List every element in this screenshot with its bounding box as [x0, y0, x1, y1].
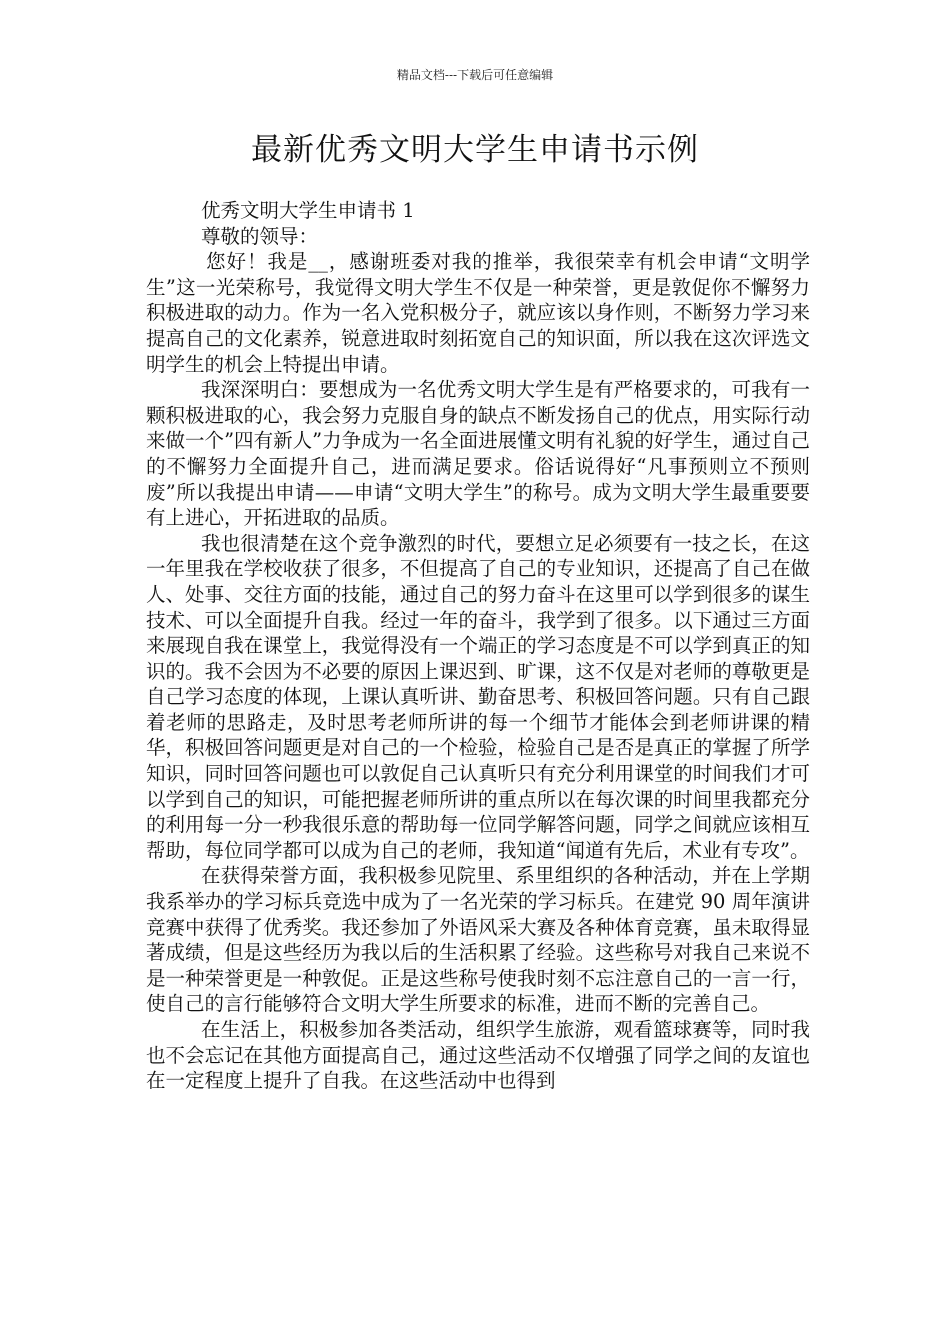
paragraph-1: 您好！我是__，感谢班委对我的推举，我很荣幸有机会申请“文明学生”这一光荣称号，我觉得文明大学生不仅是一种荣誉，更是敦促你不懈努力积极进取的动力。作为一名入党积极分子，就应该以身作则，不断努力学习来提高自己的文化素养，锐意进取时刻拓宽自己的知识面，所以我在这次评选文明学生的机会上特提出申请。: [146, 250, 810, 376]
document-title: 最新优秀文明大学生申请书示例: [251, 132, 699, 168]
paragraph-4: 在获得荣誉方面，我积极参见院里、系里组织的各种活动，并在上学期我系举办的学习标兵竞选中成为了一名光荣的学习标兵。在建党 90 周年演讲竞赛中获得了优秀奖。我还参加了外语风采大赛及各种体育竞赛，虽未取得显著成绩，但是这些经历为我以后的生活积累了经验。这些称号对我自己来说不是一种荣誉更是一种敦促。正是这些称号使我时刻不忘注意自己的一言一行，使自己的言行能够符合文明大学生所要求的标准，进而不断的完善自己。: [146, 864, 810, 1016]
document-subtitle: 优秀文明大学生申请书 1: [201, 199, 415, 222]
paragraph-3: 我也很清楚在这个竞争激烈的时代，要想立足必须要有一技之长，在这一年里我在学校收获了很多，不但提高了自己的专业知识，还提高了自己在做人、处事、交往方面的技能，通过自己的努力奋斗在这里可以学到很多的谋生技术、可以全面提升自我。经过一年的奋斗，我学到了很多。以下通过三方面来展现自我在课堂上，我觉得没有一个端正的学习态度是不可以学到真正的知识的。我不会因为不必要的原因上课迟到、旷课，这不仅是对老师的尊敬更是自己学习态度的体现，上课认真听讲、勤奋思考、积极回答问题。只有自己跟着老师的思路走，及时思考老师所讲的每一个细节才能体会到老师讲课的精华，积极回答问题更是对自己的一个检验，检验自己是否是真正的掌握了所学知识，同时回答问题也可以敦促自己认真听只有充分利用课堂的时间我们才可以学到自己的知识，可能把握老师所讲的重点所以在每次课的时间里我都充分的利用每一分一秒我很乐意的帮助每一位同学解答问题，同学之间就应该相互帮助，每位同学都可以成为自己的老师，我知道“闻道有先后，术业有专攻”。: [146, 531, 810, 862]
paragraph-2: 我深深明白：要想成为一名优秀文明大学生是有严格要求的，可我有一颗积极进取的心，我会努力克服自身的缺点不断发扬自己的优点，用实际行动来做一个”四有新人”力争成为一名全面进展懂文明有礼貌的好学生，通过自己的不懈努力全面提升自己，进而满足要求。俗话说得好“凡事预则立不预则废”所以我提出申请——申请“文明大学生”的称号。成为文明大学生最重要要有上进心，开拓进取的品质。: [146, 378, 810, 530]
document-body: [146, 198, 810, 1094]
paragraph-5: 在生活上，积极参加各类活动，组织学生旅游，观看篮球赛等，同时我也不会忘记在其他方面提高自己，通过这些活动不仅增强了同学之间的友谊也在一定程度上提升了自我。在这些活动中也得到: [146, 1018, 810, 1093]
salutation: 尊敬的领导：: [201, 224, 319, 248]
header-note: 精品文档---下载后可任意编辑: [396, 68, 554, 82]
